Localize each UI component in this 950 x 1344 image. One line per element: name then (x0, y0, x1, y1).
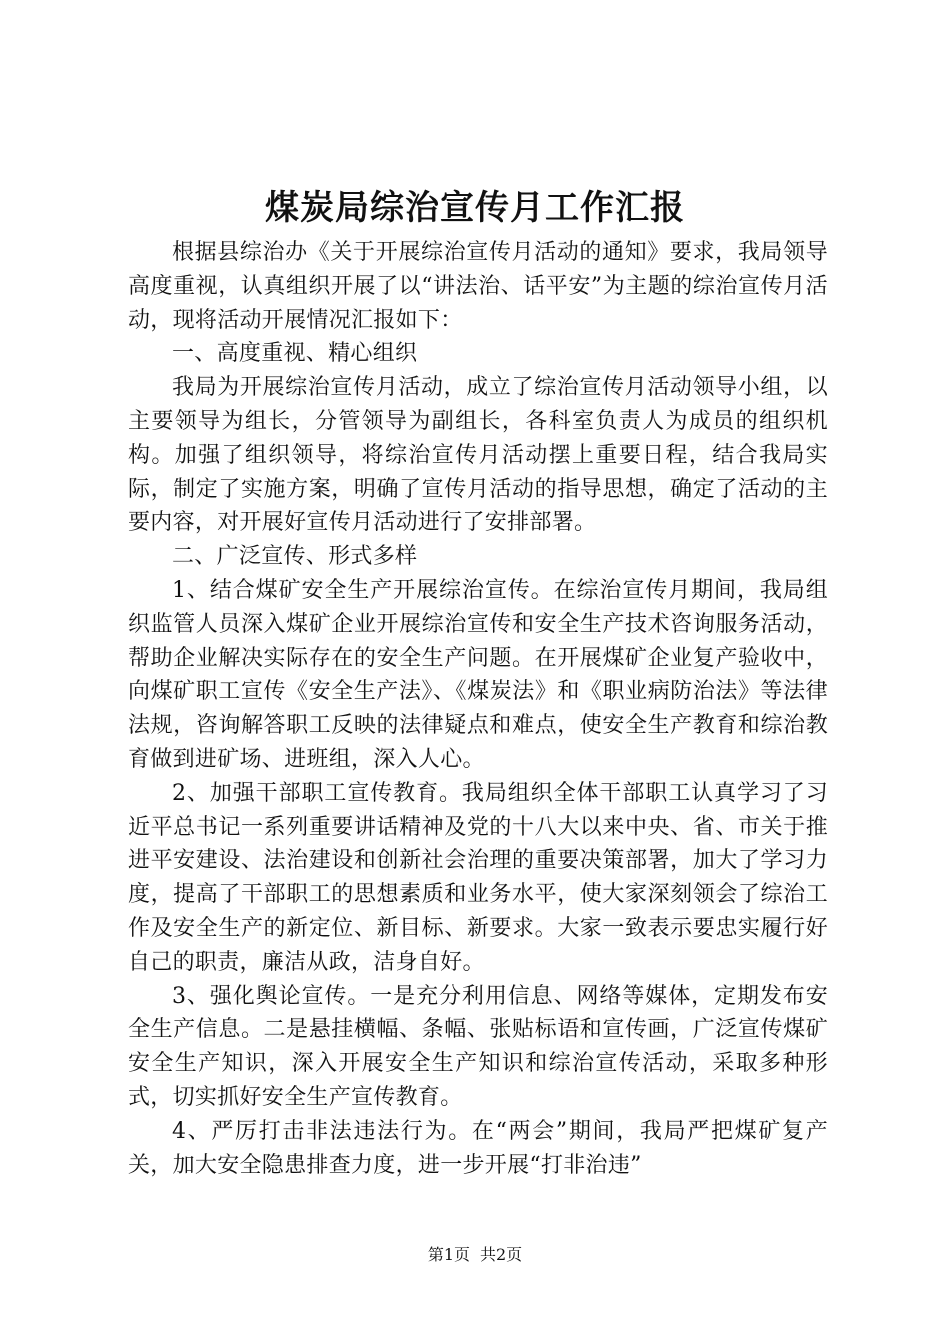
paragraph: 2、加强干部职工宣传教育。我局组织全体干部职工认真学习了习近平总书记一系列重要讲话精神及党的十八大以来中央、省、市关于推进平安建设、法治建设和创新社会治理的重要决策部署，加大了学习力度，提高了干部职工的思想素质和业务水平，使大家深刻领会了综治工作及安全生产的新定位、新目标、新要求。大家一致表示要忠实履行好自己的职责，廉洁从政，洁身自好。 (128, 780, 828, 975)
document-title: 煤炭局综治宣传月工作汇报 (265, 188, 685, 228)
page-footer (0, 1244, 950, 1266)
section-heading: 一、高度重视、精心组织 (172, 341, 418, 367)
section-heading: 二、广泛宣传、形式多样 (172, 544, 418, 570)
paragraph: 3、强化舆论宣传。一是充分利用信息、网络等媒体，定期发布安全生产信息。二是悬挂横幅、条幅、张贴标语和宣传画，广泛宣传煤矿安全生产知识，深入开展安全生产知识和综治宣传活动，采取多种形式，切实抓好安全生产宣传教育。 (128, 983, 828, 1110)
paragraph: 4、严厉打击非法违法行为。在“两会”期间，我局严把煤矿复产关，加大安全隐患排查力度，进一步开展“打非治违” (128, 1118, 828, 1178)
document-body (128, 236, 828, 1182)
paragraph: 根据县综治办《关于开展综治宣传月活动的通知》要求，我局领导高度重视，认真组织开展了以“讲法治、话平安”为主题的综治宣传月活动，现将活动开展情况汇报如下： (128, 240, 828, 333)
page-total: 共2页 (480, 1245, 523, 1264)
paragraph: 1、结合煤矿安全生产开展综治宣传。在综治宣传月期间，我局组织监管人员深入煤矿企业开展综治宣传和安全生产技术咨询服务活动，帮助企业解决实际存在的安全生产问题。在开展煤矿企业复产验收中，向煤矿职工宣传《安全生产法》、《煤炭法》和《职业病防治法》等法律法规，咨询解答职工反映的法律疑点和难点，使安全生产教育和综治教育做到进矿场、进班组，深入人心。 (128, 577, 828, 772)
paragraph: 我局为开展综治宣传月活动，成立了综治宣传月活动领导小组，以主要领导为组长，分管领导为副组长，各科室负责人为成员的组织机构。加强了组织领导，将综治宣传月活动摆上重要日程，结合我局实际，制定了实施方案，明确了宣传月活动的指导思想，确定了活动的主要内容，对开展好宣传月活动进行了安排部署。 (128, 375, 828, 536)
page-number: 第1页 (427, 1245, 470, 1264)
